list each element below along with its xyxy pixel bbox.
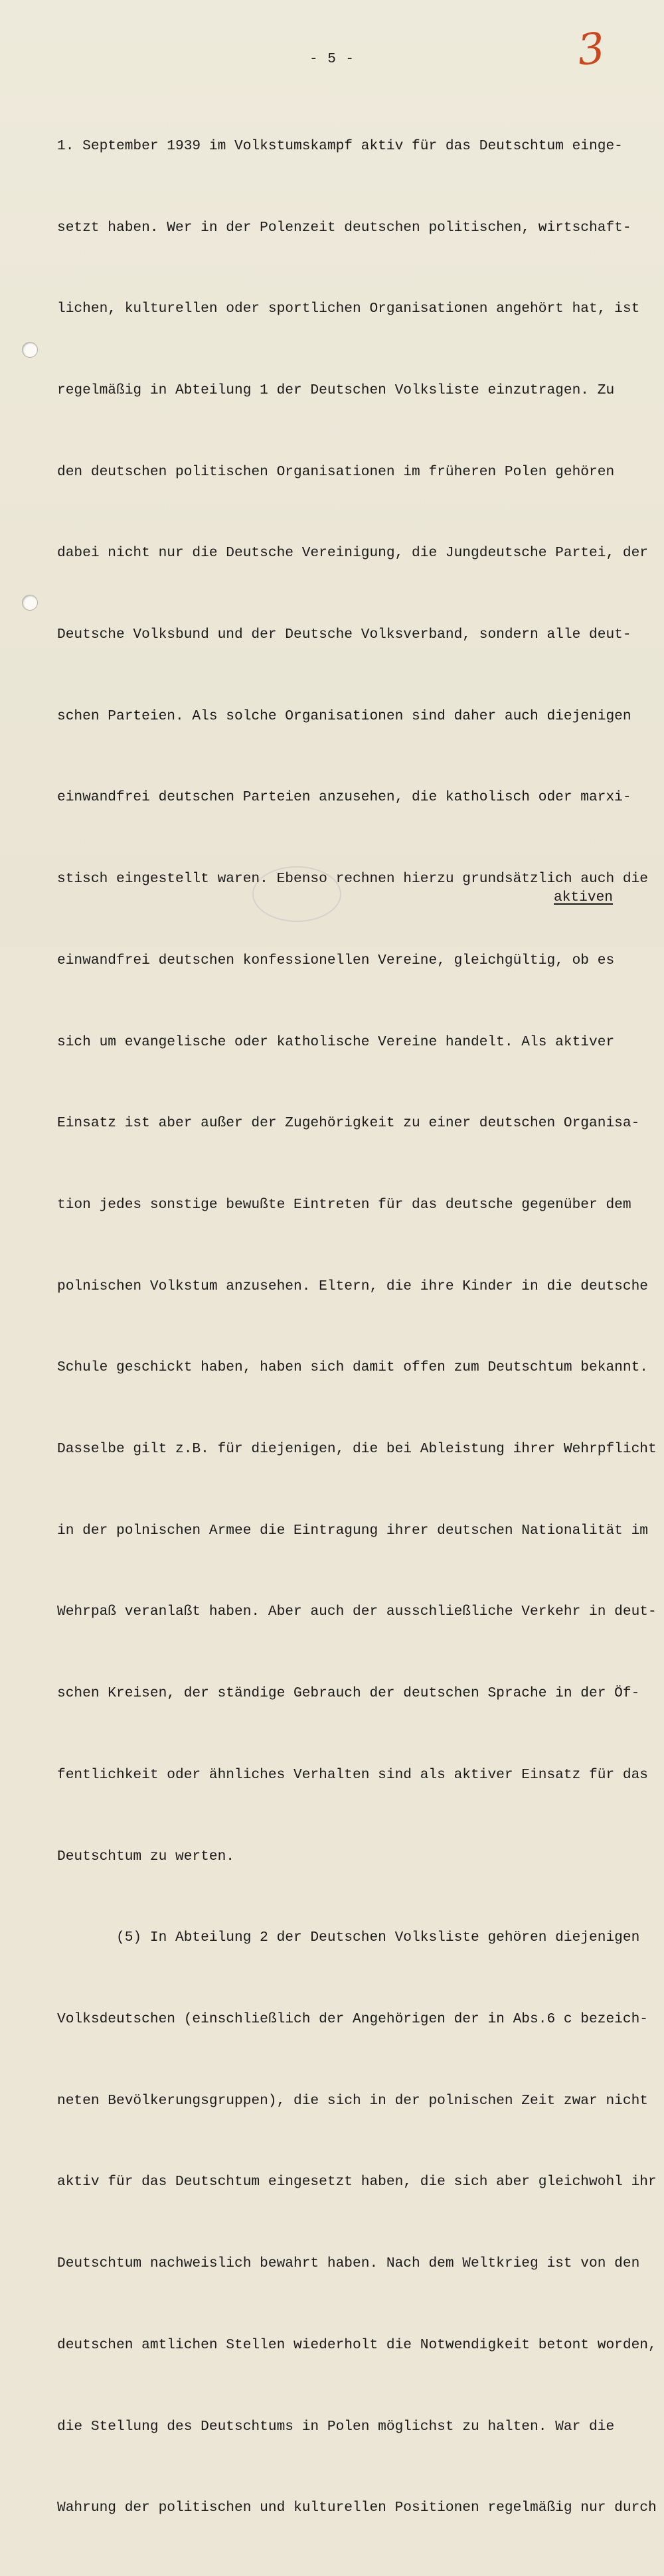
punch-hole-bottom (22, 595, 38, 611)
text-line: 1. September 1939 im Volkstumskampf aktiv für das Deutschtum einge- (57, 137, 623, 154)
text-line: schen Parteien. Als solche Organisationen sind daher auch diejenigen (57, 708, 631, 724)
text-line: den deutschen politischen Organisationen im früheren Polen gehören (57, 463, 615, 480)
text-line: einwandfrei deutschen Parteien anzusehen, die katholisch oder marxi- (57, 789, 631, 806)
catchword: aktiven (554, 889, 614, 905)
text-line: regelmäßig in Abteilung 1 der Deutschen Volksliste einzutragen. Zu (57, 382, 615, 398)
text-line: polnischen Volkstum anzusehen. Eltern, die ihre Kinder in die deutsche (57, 1278, 649, 1294)
text-line: einwandfrei deutschen konfessionellen Vereine, gleichgültig, ob es (57, 952, 615, 968)
handwritten-page-annotation: 3 (575, 24, 608, 76)
text-line: lichen, kulturellen oder sportlichen Organisationen angehört hat, ist (57, 301, 640, 317)
text-line: Deutschtum zu werten. (57, 1848, 235, 1864)
text-line: dabei nicht nur die Deutsche Vereinigung, die Jungdeutsche Partei, der (57, 545, 649, 562)
text-line: Dasselbe gilt z.B. für diejenigen, die bei Ableistung ihrer Wehrpflicht (57, 1441, 657, 1458)
text-line: neten Bevölkerungsgruppen), die sich in der polnischen Zeit zwar nicht (57, 2092, 649, 2109)
text-line: stisch eingestellt waren. Ebenso rechnen hierzu grundsätzlich auch die (57, 871, 649, 887)
text-line: fentlichkeit oder ähnliches Verhalten sind als aktiver Einsatz für das (57, 1766, 649, 1783)
page-number: - 5 - (309, 52, 355, 67)
text-line: Wehrpaß veranlaßt haben. Aber auch der ausschließliche Verkehr in deut- (57, 1604, 657, 1620)
text-line: Einsatz ist aber außer der Zugehörigkeit zu einer deutschen Organisa- (57, 1115, 640, 1132)
text-line: Deutsche Volksbund und der Deutsche Volksverband, sondern alle deut- (57, 627, 631, 643)
text-line: Deutschtum nachweislich bewahrt haben. Nach dem Weltkrieg ist von den (57, 2255, 640, 2272)
body-text (57, 78, 655, 2576)
text-line: Wahrung der politischen und kulturellen Positionen regelmäßig nur durch (57, 2500, 657, 2516)
text-line: (5) In Abteilung 2 der Deutschen Volksliste gehören diejenigen (57, 1930, 640, 1946)
text-line: Schule geschickt haben, haben sich damit offen zum Deutschtum bekannt. (57, 1359, 649, 1376)
text-line: Volksdeutschen (einschließlich der Angehörigen der in Abs.6 c bezeich- (57, 2010, 649, 2027)
text-line: die Stellung des Deutschtums in Polen möglichst zu halten. War die (57, 2418, 615, 2435)
punch-hole-top (22, 342, 38, 358)
text-line: setzt haben. Wer in der Polenzeit deutschen politischen, wirtschaft- (57, 219, 631, 236)
text-line: schen Kreisen, der ständige Gebrauch der deutschen Sprache in der Öf- (57, 1685, 640, 1702)
text-line: in der polnischen Armee die Eintragung ihrer deutschen Nationalität im (57, 1522, 649, 1539)
text-line: tion jedes sonstige bewußte Eintreten für das deutsche gegenüber dem (57, 1196, 631, 1213)
text-line: aktiv für das Deutschtum eingesetzt haben, die sich aber gleichwohl ihr (57, 2174, 657, 2190)
text-line: deutschen amtlichen Stellen wiederholt die Notwendigkeit betont worden, (57, 2336, 657, 2353)
text-line: sich um evangelische oder katholische Vereine handelt. Als aktiver (57, 1033, 615, 1050)
